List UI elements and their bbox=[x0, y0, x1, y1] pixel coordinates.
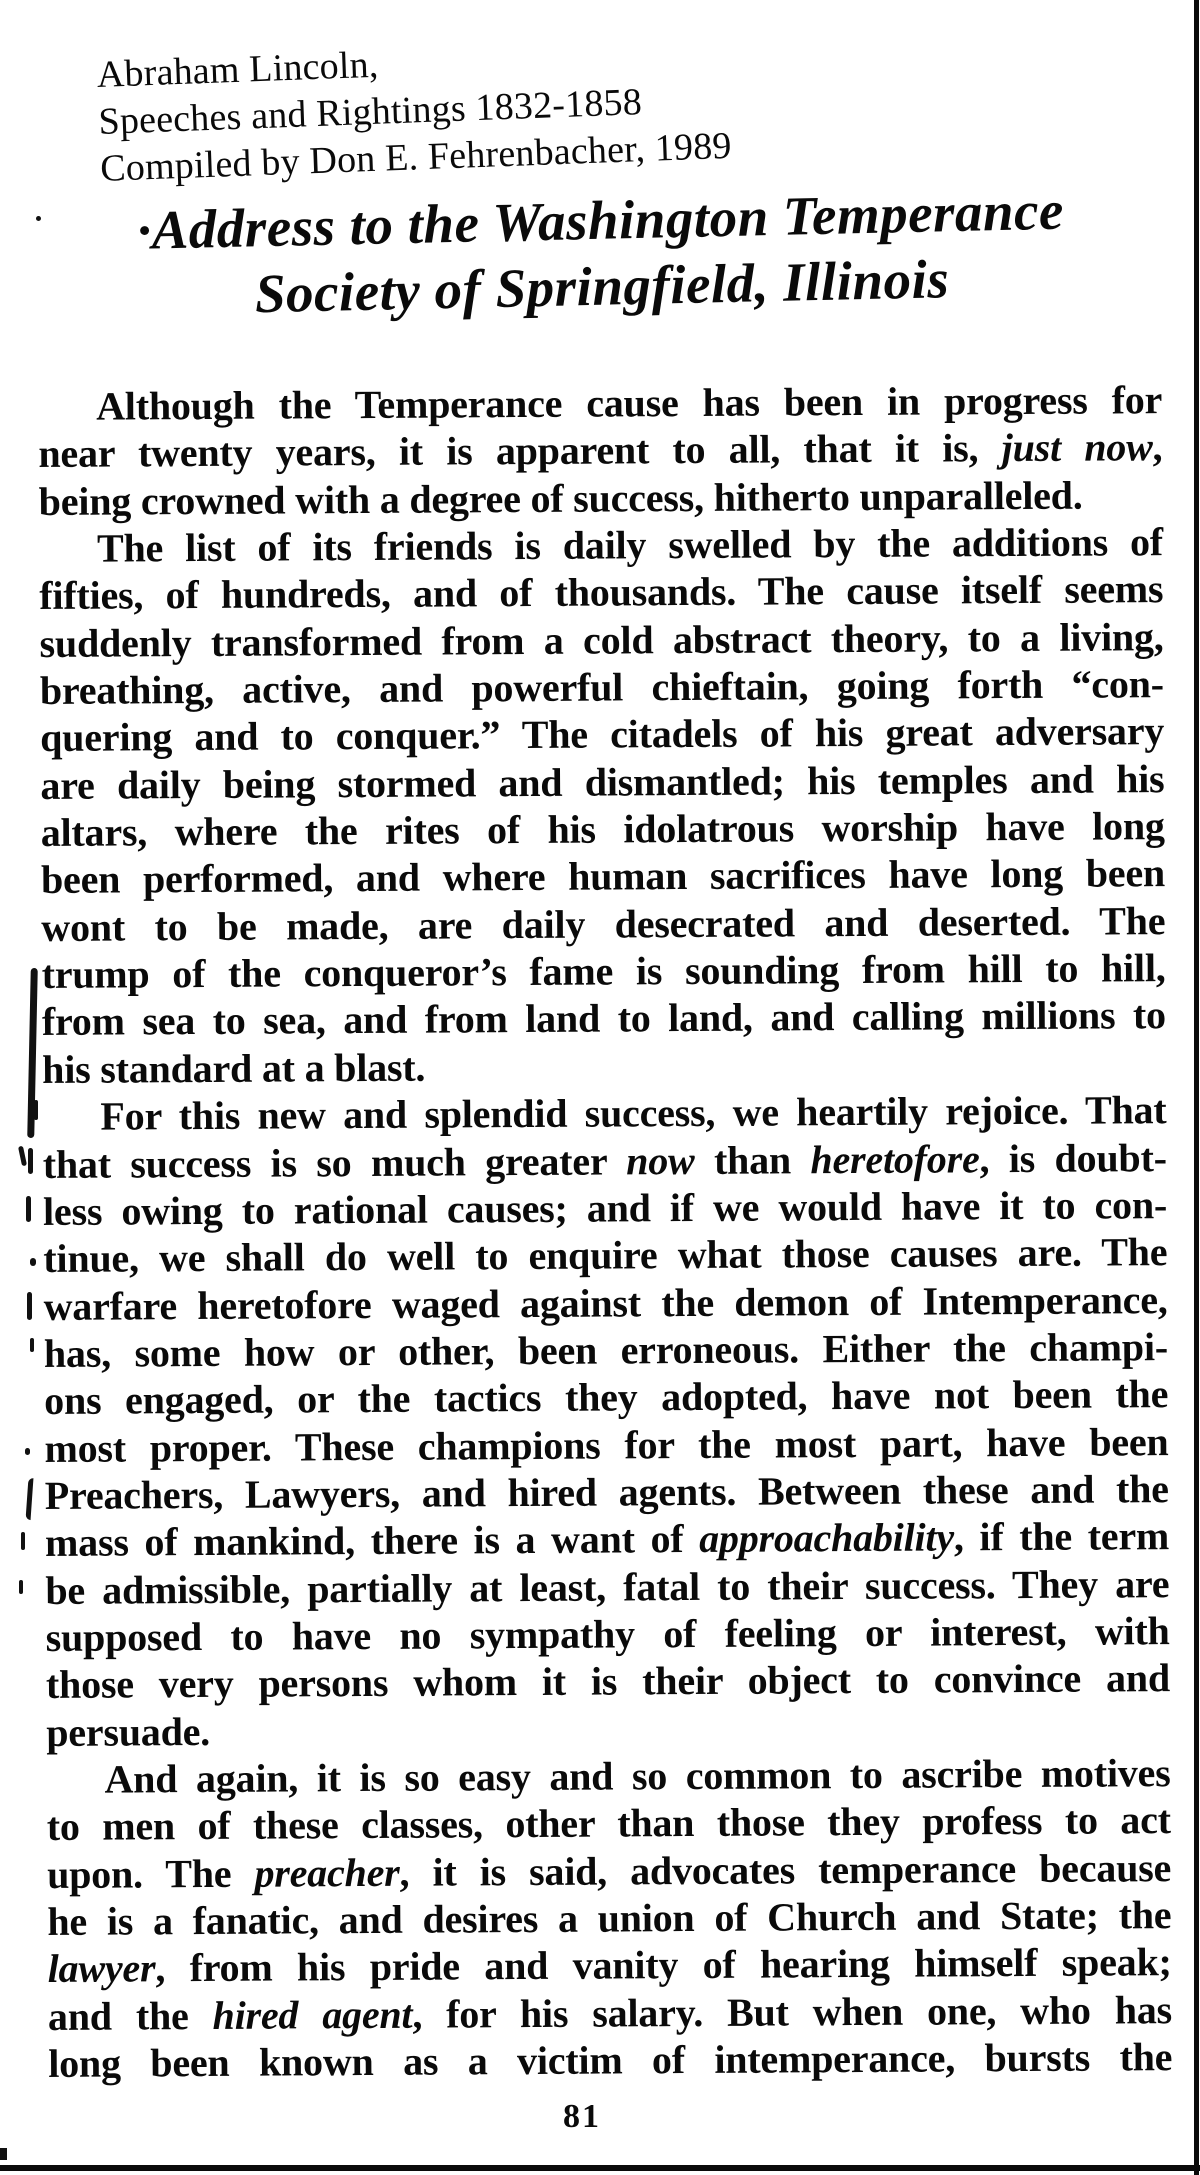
body-line bbox=[38, 376, 1162, 430]
body-line bbox=[41, 897, 1165, 951]
margin-bracket-mark bbox=[26, 1478, 34, 1520]
emphasis-text: approachability bbox=[699, 1514, 955, 1562]
text-segment: Preachers, Lawyers, and hired agents. Between these and the bbox=[44, 1466, 1169, 1518]
body-line bbox=[38, 423, 1162, 477]
body-line bbox=[45, 1465, 1169, 1519]
ink-mark bbox=[34, 1100, 38, 1120]
text-segment: than bbox=[694, 1136, 811, 1183]
ink-mark bbox=[25, 1448, 30, 1455]
body-line bbox=[45, 1512, 1169, 1566]
ink-mark bbox=[0, 2148, 7, 2160]
ink-speck bbox=[36, 216, 41, 221]
text-segment: For this new and splendid success, we heartily rejoice. That bbox=[100, 1087, 1167, 1139]
body-line bbox=[41, 850, 1165, 904]
text-segment: he is a fanatic, and desires a union of Church and State; the bbox=[47, 1892, 1172, 1944]
text-segment: his standard at a blast. bbox=[42, 1044, 426, 1092]
scan-bottom-bar bbox=[0, 2165, 1200, 2171]
emphasis-text: hired agent bbox=[212, 1991, 413, 2038]
text-segment: has, some how or other, been erroneous. Either the champi- bbox=[43, 1323, 1169, 1376]
body-line bbox=[46, 1749, 1170, 1803]
text-segment: wont to be made, are daily desecrated and deserted. The bbox=[41, 897, 1166, 950]
text-segment: warfare heretofore waged against the demon of Intemperance, bbox=[43, 1276, 1168, 1329]
body-line bbox=[40, 708, 1164, 762]
ink-mark bbox=[28, 1148, 33, 1174]
body-line bbox=[43, 1228, 1167, 1282]
body-line bbox=[39, 518, 1163, 572]
body-line bbox=[41, 944, 1165, 998]
body-line bbox=[48, 2033, 1172, 2087]
header-line: Compiled by Don E. Fehrenbacher, 1989 bbox=[99, 124, 733, 190]
text-segment: persuade. bbox=[46, 1708, 211, 1755]
text-segment: tinue, we shall do well to enquire what those causes are. The bbox=[43, 1229, 1168, 1282]
body-text bbox=[38, 376, 1172, 2087]
ink-mark bbox=[21, 1532, 25, 1550]
text-segment: from sea to sea, and from land to land, and calling millions to bbox=[41, 992, 1167, 1045]
text-segment: The list of its friends is daily swelled by the additions of bbox=[96, 519, 1164, 571]
body-line bbox=[39, 471, 1163, 525]
body-line bbox=[47, 1891, 1171, 1945]
body-line bbox=[43, 1276, 1167, 1330]
body-line bbox=[44, 1418, 1168, 1472]
text-segment: And again, it is so easy and so common to ascribe motives bbox=[104, 1750, 1171, 1802]
book-header bbox=[96, 29, 732, 193]
header-line: Abraham Lincoln, bbox=[96, 43, 380, 96]
ink-mark bbox=[30, 1338, 34, 1352]
body-line bbox=[48, 1938, 1172, 1992]
title-line: Society of Springfield, Illinois bbox=[254, 248, 950, 325]
text-segment: are daily being stormed and dismantled; his temples and his bbox=[40, 755, 1165, 808]
text-segment: , is doubt- bbox=[979, 1134, 1167, 1181]
page-number: 81 bbox=[563, 2098, 601, 2135]
text-segment: those very persons whom it is their object to convince and bbox=[45, 1655, 1171, 1708]
emphasis-text: just now bbox=[1001, 424, 1153, 471]
text-segment: fifties, of hundreds, and of thousands. The cause itself seems bbox=[39, 566, 1164, 619]
body-line bbox=[48, 1986, 1172, 2040]
body-line bbox=[46, 1607, 1170, 1661]
emphasis-text: preacher bbox=[254, 1849, 400, 1896]
text-segment: mass of mankind, there is a want of bbox=[44, 1516, 700, 1566]
body-line bbox=[40, 660, 1164, 714]
text-segment: near twenty years, it is apparent to all, that it is, bbox=[38, 425, 1002, 477]
text-segment: altars, where the rites of his idolatrous worship have long bbox=[40, 803, 1165, 856]
body-line bbox=[43, 1134, 1167, 1188]
text-segment: trump of the conqueror’s fame is sounding from hill to hill, bbox=[41, 945, 1166, 998]
text-segment: , if the term bbox=[953, 1513, 1170, 1560]
emphasis-text: heretofore bbox=[810, 1135, 980, 1182]
text-segment: , it is said, advocates temperance because bbox=[399, 1844, 1172, 1895]
text-segment: long been known as a victim of intemperance, bursts the bbox=[48, 2034, 1173, 2086]
text-segment: , bbox=[1152, 424, 1163, 470]
body-line bbox=[46, 1654, 1170, 1708]
emphasis-text: now bbox=[626, 1137, 695, 1183]
body-line bbox=[41, 802, 1165, 856]
body-line bbox=[44, 1370, 1168, 1424]
text-segment: less owing to rational causes; and if we would have it to con- bbox=[42, 1181, 1168, 1234]
text-segment: been performed, and where human sacrifices have long been bbox=[40, 850, 1166, 903]
text-segment: and the bbox=[47, 1992, 213, 2039]
text-segment: Although the Temperance cause has been in progress for bbox=[96, 377, 1163, 429]
body-line bbox=[47, 1844, 1171, 1898]
text-segment: be admissible, partially at least, fatal to their success. They are bbox=[45, 1560, 1170, 1613]
body-line bbox=[43, 1181, 1167, 1235]
header-line: Speeches and Rightings 1832-1858 bbox=[97, 81, 643, 143]
page-title bbox=[38, 175, 1165, 331]
text-segment: supposed to have no sympathy of feeling or interest, with bbox=[45, 1608, 1170, 1660]
body-line bbox=[46, 1702, 1170, 1756]
emphasis-text: lawyer bbox=[47, 1945, 156, 1992]
title-line: ·Address to the Washington Temperance bbox=[136, 179, 1065, 261]
text-segment: , for his salary. But when one, who has bbox=[412, 1986, 1173, 2037]
ink-mark bbox=[26, 1196, 31, 1222]
text-segment: ons engaged, or the tactics they adopted, have not been the bbox=[44, 1371, 1169, 1424]
body-line bbox=[42, 992, 1166, 1046]
ink-mark bbox=[19, 1580, 23, 1594]
text-segment: most proper. These champions for the most part, have been bbox=[44, 1418, 1169, 1471]
text-segment: to men of these classes, other than those they profess to act bbox=[46, 1797, 1171, 1850]
body-line bbox=[42, 1086, 1166, 1140]
text-segment: that success is so much greater bbox=[42, 1137, 627, 1187]
text-segment: breathing, active, and powerful chieftain, going forth “con- bbox=[39, 661, 1164, 714]
text-segment: , from his pride and vanity of hearing himself speak; bbox=[155, 1939, 1172, 1991]
body-line bbox=[39, 566, 1163, 620]
text-segment: suddenly transformed from a cold abstract theory, to a living, bbox=[39, 613, 1164, 666]
scan-right-border bbox=[1194, 0, 1199, 2175]
body-line bbox=[42, 1039, 1166, 1093]
ink-mark bbox=[18, 1146, 27, 1167]
ink-mark bbox=[27, 1292, 32, 1320]
ink-mark bbox=[30, 1258, 36, 1266]
body-line bbox=[44, 1323, 1168, 1377]
text-segment: upon. The bbox=[46, 1850, 255, 1897]
body-line bbox=[47, 1796, 1171, 1850]
text-segment: being crowned with a degree of success, hitherto unparalleled. bbox=[38, 472, 1083, 524]
body-line bbox=[40, 755, 1164, 809]
text-segment: quering and to conquer.” The citadels of his great adversary bbox=[40, 708, 1165, 761]
body-line bbox=[45, 1560, 1169, 1614]
body-line bbox=[39, 613, 1163, 667]
